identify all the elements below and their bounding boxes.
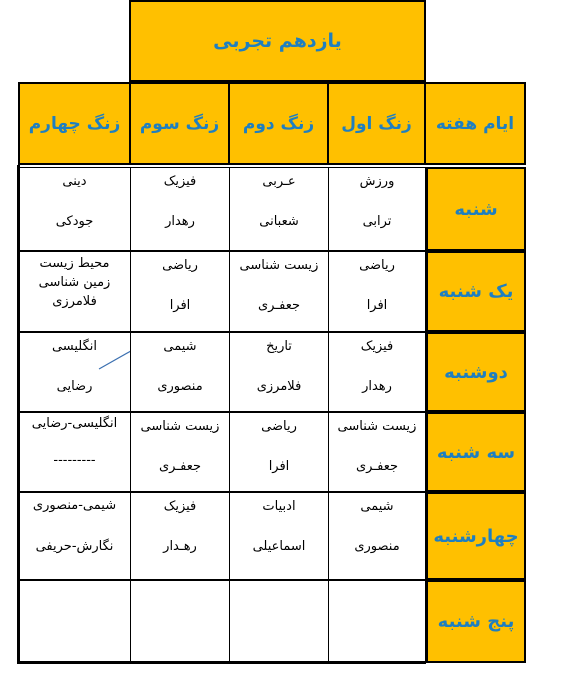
cell-wed-bell3 bbox=[130, 492, 230, 580]
teacher: رهدار bbox=[362, 379, 392, 394]
cell-sat-bell1 bbox=[328, 167, 426, 251]
header-bell-4 bbox=[18, 82, 131, 165]
cell-tue-bell1 bbox=[328, 412, 426, 492]
day-wednesday bbox=[426, 492, 526, 580]
subject-line-2: زمین شناسی bbox=[38, 275, 111, 290]
cell-thu-bell4 bbox=[18, 580, 131, 663]
header-days-label: ایام هفته bbox=[435, 113, 515, 134]
teacher: ترابی bbox=[362, 214, 392, 229]
cell-thu-bell3 bbox=[130, 580, 230, 663]
day-label: پنج شنبه bbox=[437, 611, 515, 632]
teacher: رضایی bbox=[56, 379, 93, 394]
day-thursday bbox=[426, 580, 526, 663]
subject: انگلیسی bbox=[51, 339, 98, 354]
day-label: شنبه bbox=[454, 198, 498, 220]
teacher: جعفـری bbox=[158, 459, 202, 474]
cell-tue-bell4 bbox=[18, 412, 131, 492]
header-bell-2 bbox=[228, 82, 329, 165]
cell-tue-bell3 bbox=[130, 412, 230, 492]
cell-thu-bell1 bbox=[328, 580, 426, 663]
subject-line-1: محیط زیست bbox=[39, 256, 110, 271]
teacher: اسماعیلی bbox=[252, 539, 306, 554]
subject: دینی bbox=[62, 174, 87, 189]
day-monday bbox=[426, 332, 526, 412]
cell-wed-bell1 bbox=[328, 492, 426, 580]
class-title bbox=[129, 0, 426, 82]
header-days bbox=[424, 82, 526, 165]
teacher: جودکی bbox=[55, 214, 94, 229]
header-bell-2-label: زنگ دوم bbox=[242, 113, 315, 134]
header-bell-3 bbox=[129, 82, 230, 165]
table-bottom-edge bbox=[17, 661, 426, 664]
day-sunday bbox=[426, 251, 526, 332]
day-label: یک شنبه bbox=[438, 281, 514, 302]
day-label: دوشنبه bbox=[444, 361, 508, 383]
subject: تاریخ bbox=[266, 339, 292, 354]
subject: ریاضی bbox=[162, 258, 198, 273]
subject: عـربی bbox=[262, 174, 296, 189]
subject: زیست شناسی bbox=[337, 419, 417, 434]
subject: فیزیک bbox=[163, 174, 197, 189]
cell-mon-bell3 bbox=[130, 332, 230, 412]
teacher: رهـدار bbox=[163, 539, 197, 554]
subject: ریاضی bbox=[261, 419, 297, 434]
day-tuesday bbox=[426, 412, 526, 492]
cell-mon-bell2 bbox=[229, 332, 329, 412]
teacher: فلامرزی bbox=[52, 294, 97, 309]
cell-sun-bell3 bbox=[130, 251, 230, 332]
cell-wed-bell2 bbox=[229, 492, 329, 580]
teacher: فلامرزی bbox=[256, 379, 302, 394]
teacher: افرا bbox=[366, 298, 388, 313]
cell-sun-bell2 bbox=[229, 251, 329, 332]
cell-mon-bell1 bbox=[328, 332, 426, 412]
table-left-edge bbox=[17, 165, 20, 663]
cell-thu-bell2 bbox=[229, 580, 329, 663]
subject: شیمی bbox=[360, 499, 394, 514]
subject: شیمی bbox=[163, 339, 197, 354]
subject: زیست شناسی bbox=[239, 258, 319, 273]
cell-sat-bell3 bbox=[130, 167, 230, 251]
subject: انگلیسی-رضایی bbox=[31, 416, 118, 431]
subject: فیزیک bbox=[360, 339, 394, 354]
subject: ریاضی bbox=[359, 258, 395, 273]
teacher: افرا bbox=[169, 298, 191, 313]
teacher: جعفـری bbox=[355, 459, 399, 474]
cell-mon-bell4 bbox=[18, 332, 131, 412]
subject-2: نگارش-حریفی bbox=[35, 539, 114, 554]
subject: زیست شناسی bbox=[140, 419, 220, 434]
cell-sat-bell2 bbox=[229, 167, 329, 251]
teacher: رهدار bbox=[165, 214, 195, 229]
cell-sat-bell4 bbox=[18, 167, 131, 251]
teacher: منصوری bbox=[157, 379, 203, 394]
header-bell-4-label: زنگ چهارم bbox=[28, 113, 121, 134]
teacher: منصوری bbox=[354, 539, 400, 554]
header-bell-1 bbox=[327, 82, 426, 165]
teacher: جعفـری bbox=[257, 298, 301, 313]
subject-multi bbox=[19, 254, 130, 311]
cell-tue-bell2 bbox=[229, 412, 329, 492]
cell-wed-bell4 bbox=[18, 492, 131, 580]
subject: فیزیک bbox=[163, 499, 197, 514]
day-saturday bbox=[426, 167, 526, 251]
header-bell-1-label: زنگ اول bbox=[341, 113, 412, 134]
class-title-text: یازدهم تجربی bbox=[213, 30, 342, 52]
teacher: افرا bbox=[268, 459, 290, 474]
day-label: چهارشنبه bbox=[433, 525, 519, 547]
teacher: شعبانی bbox=[259, 214, 299, 229]
header-bell-3-label: زنگ سوم bbox=[139, 113, 220, 134]
subject: ورزش bbox=[359, 174, 395, 189]
subject: ادبیات bbox=[262, 499, 296, 514]
cell-sun-bell4 bbox=[18, 251, 131, 332]
cell-sun-bell1 bbox=[328, 251, 426, 332]
dash-placeholder: --------- bbox=[53, 453, 96, 468]
subject: شیمی-منصوری bbox=[32, 498, 117, 513]
day-label: سه شنبه bbox=[436, 441, 516, 463]
